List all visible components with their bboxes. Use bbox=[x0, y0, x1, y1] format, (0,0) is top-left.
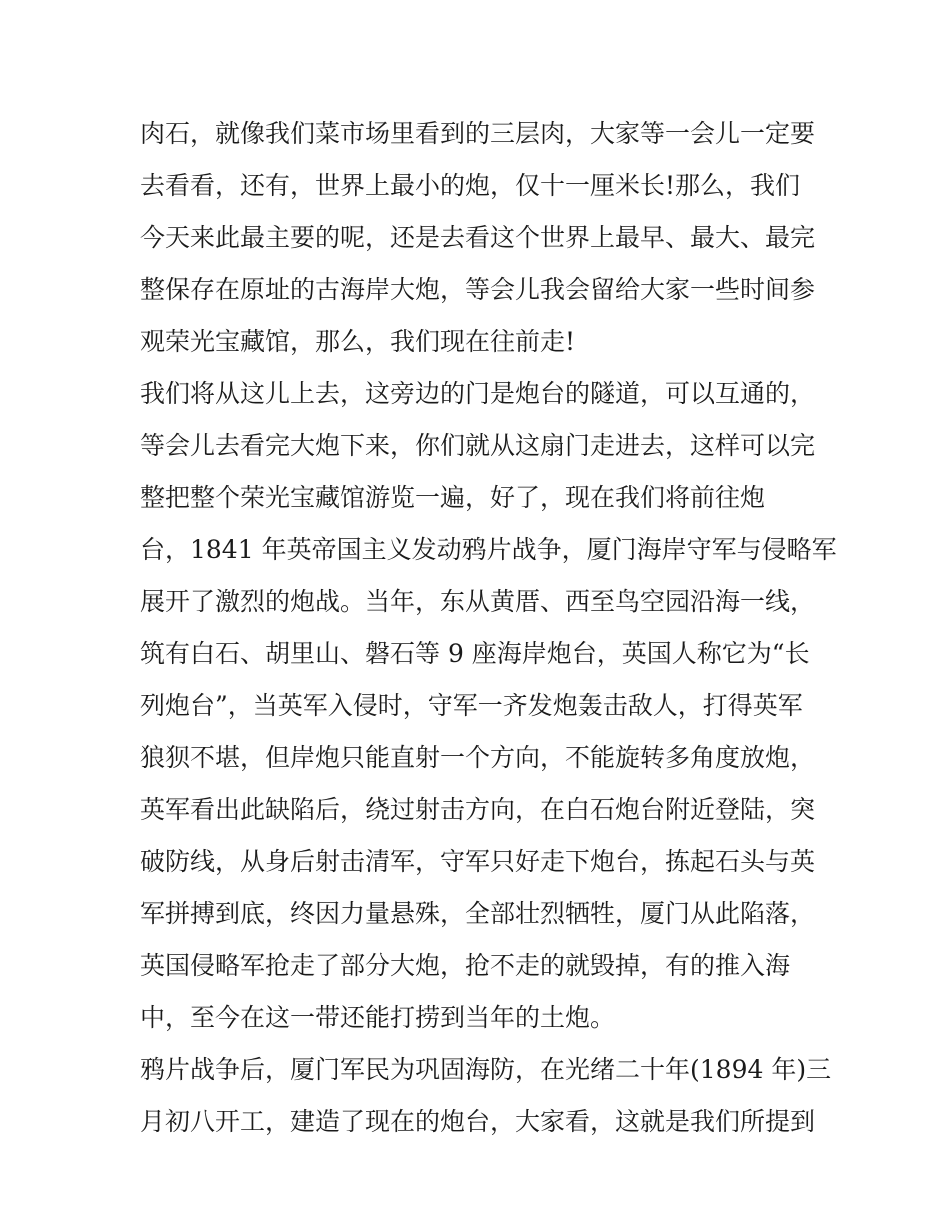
text-line: 去看看，还有，世界上最小的炮，仅十一厘米长!那么，我们 bbox=[140, 171, 801, 200]
text-line: 英国侵略军抢走了部分大炮，抢不走的就毁掉，有的推入海 bbox=[140, 951, 791, 980]
text-line: 月初八开工，建造了现在的炮台，大家看，这就是我们所提到 bbox=[140, 1107, 816, 1136]
text-line: 肉石，就像我们菜市场里看到的三层肉，大家等一会儿一定要 bbox=[140, 119, 816, 148]
text-line: 我们将从这儿上去，这旁边的门是炮台的隧道，可以互通的， bbox=[140, 379, 816, 408]
text-line: 军拼搏到底，终因力量悬殊，全部壮烈牺牲，厦门从此陷落， bbox=[140, 899, 816, 928]
text-line: 破防线，从身后射击清军，守军只好走下炮台，拣起石头与英 bbox=[140, 847, 816, 876]
text-line: 中，至今在这一带还能打捞到当年的土炮。 bbox=[140, 1003, 616, 1032]
text-line: 整把整个荣光宝藏馆游览一遍，好了，现在我们将前往炮 bbox=[140, 483, 766, 512]
text-line: 等会儿去看完大炮下来，你们就从这扇门走进去，这样可以完 bbox=[140, 431, 816, 460]
text-line: 展开了激烈的炮战。当年，东从黄厝、西至鸟空园沿海一线， bbox=[140, 587, 816, 616]
text-line: 整保存在原址的古海岸大炮，等会儿我会留给大家一些时间参 bbox=[140, 275, 816, 304]
text-line: 鸦片战争后，厦门军民为巩固海防，在光绪二十年(1894 年)三 bbox=[140, 1055, 832, 1084]
text-line: 狼狈不堪，但岸炮只能直射一个方向，不能旋转多角度放炮， bbox=[140, 743, 816, 772]
text-line: 英军看出此缺陷后，绕过射击方向，在白石炮台附近登陆，突 bbox=[140, 795, 816, 824]
body-text bbox=[140, 108, 837, 1148]
text-line: 今天来此最主要的呢，还是去看这个世界上最早、最大、最完 bbox=[140, 223, 816, 252]
text-line: 台，1841 年英帝国主义发动鸦片战争，厦门海岸守军与侵略军 bbox=[140, 535, 837, 564]
text-line: 列炮台”，当英军入侵时，守军一齐发炮轰击敌人，打得英军 bbox=[140, 691, 803, 720]
text-line: 筑有白石、胡里山、磐石等 9 座海岸炮台，英国人称它为“长 bbox=[140, 639, 810, 668]
text-line: 观荣光宝藏馆，那么，我们现在往前走! bbox=[140, 327, 576, 356]
